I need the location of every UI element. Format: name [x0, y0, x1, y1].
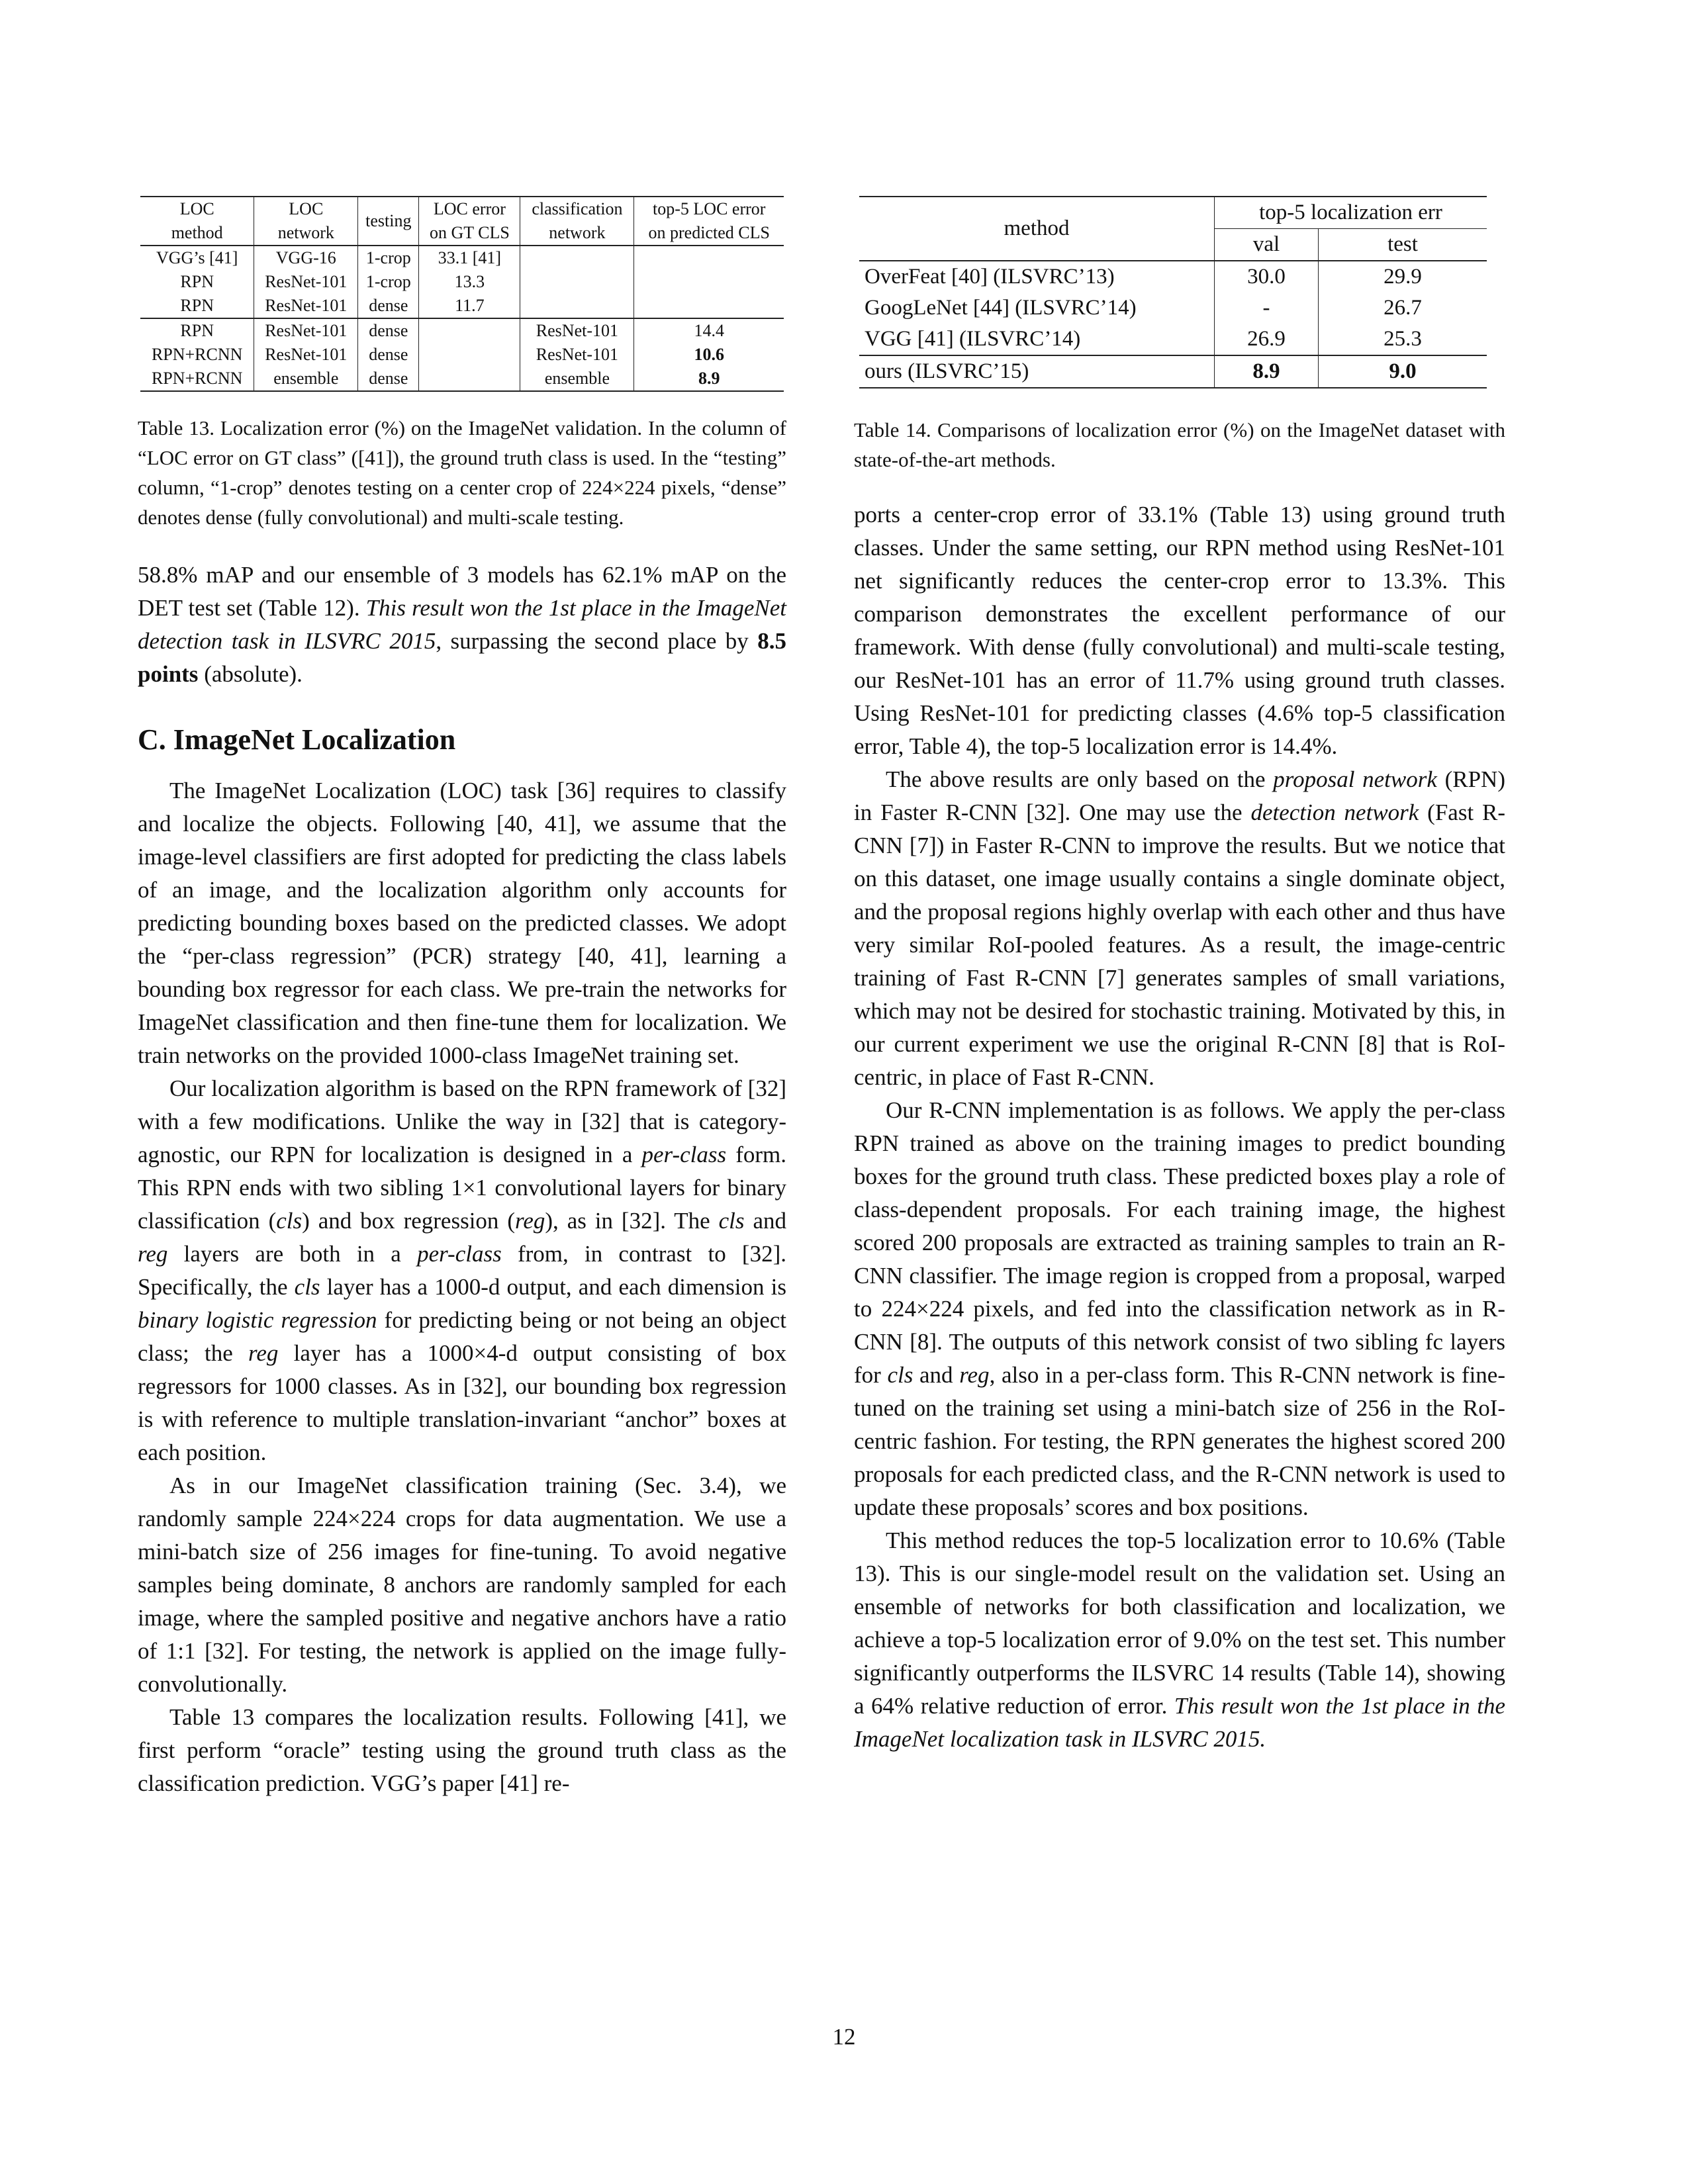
header-test: test [1319, 229, 1487, 261]
table-14-caption: Table 14. Comparisons of localization error (%) on the ImageNet dataset with state-of-the-art methods. [854, 418, 1505, 471]
cell-test: 25.3 [1319, 324, 1487, 355]
table-13-caption: Table 13. Localization error (%) on the ImageNet validation. In the column of “LOC error on GT class” ([41]), the ground truth class is used. In the “testing” column, “1-crop” denotes testing on a center crop of 224×224 pixels, “dense” denotes dense (fully convolutional) and multi-scale testing. [138, 416, 786, 529]
cell-method: RPN [140, 318, 254, 343]
cell-top5 [634, 270, 784, 294]
table-row [140, 294, 784, 318]
cell-cls-network: ResNet-101 [520, 343, 634, 367]
paragraph-center-crop: ports a center-crop error of 33.1% (Table 13) using ground truth classes. Under the same setting, our RPN method using ResNet-101 net significantly reduces the center-crop error to 13.3%. This comparison demonstrates the excellent performance of our framework. With dense (fully convolutional) and multi-scale testing, our ResNet-101 has an error of 11.7% using ground truth classes. Using ResNet-101 for predicting classes (4.6% top-5 classification error, Table 4), the top-5 localization error is 14.4%. [854, 502, 1505, 759]
left-column [138, 196, 786, 1800]
header-top5-loc-err: top-5 localization err [1215, 197, 1487, 229]
table-row [140, 197, 784, 246]
table-row [859, 324, 1487, 355]
table-row [140, 367, 784, 391]
paragraph-rpn: Our localization algorithm is based on the RPN framework of [32] with a few modifications. Unlike the way in [32] that is category-agnostic, our RPN for localization is designed in a per-class form. This RPN ends with two sibling 1×1 convolutional layers for binary classification (cls) and box regression (reg), as in [32]. The cls and reg layers are both in a per-class from, in contrast to [32]. Specifically, the cls layer has a 1000-d output, and each dimension is binary logistic regression for predicting being or not being an object class; the reg layer has a 1000×4-d output consisting of box regressors for 1000 classes. As in [32], our bounding box regression is with reference to multiple translation-invariant “anchor” boxes at each position. [138, 1075, 786, 1465]
paragraph-detection-result: 58.8% mAP and our ensemble of 3 models has 62.1% mAP on the DET test set (Table 12). This result won the 1st place in the ImageNet detection task in ILSVRC 2015, surpassing the second place by 8.5 points (absolute). [138, 562, 786, 687]
header-loc-error-2: on GT CLS [429, 223, 510, 242]
cell-gt-error: 33.1 [41] [419, 246, 520, 270]
cell-cls-network: ResNet-101 [520, 318, 634, 343]
cell-method: OverFeat [40] (ILSVRC’13) [859, 261, 1215, 293]
paragraph-training: As in our ImageNet classification training (Sec. 3.4), we randomly sample 224×224 crops for data augmentation. We use a mini-batch size of 256 images for fine-tuning. To avoid negative samples being dominate, 8 anchors are randomly sampled for each image, where the sampled positive and negative anchors have a ratio of 1:1 [32]. For testing, the network is applied on the image fully-convolutionally. [138, 1473, 786, 1697]
cell-val: - [1215, 293, 1319, 324]
paragraph-rcnn-implementation: Our R-CNN implementation is as follows. We apply the per-class RPN trained as above on the training images to predict bounding boxes for the ground truth class. These predicted boxes play a role of class-dependent proposals. For each training image, the highest scored 200 proposals are extracted as training samples to train an R-CNN classifier. The image region is cropped from a proposal, warped to 224×224 pixels, and fed into the classification network as in R-CNN [8]. The outputs of this network consist of two sibling fc layers for cls and reg, also in a per-class form. This R-CNN network is fine-tuned on the training set using a mini-batch size of 256 in the RoI-centric fashion. For testing, the RPN generates the highest scored 200 proposals for each predicted class, and the R-CNN network is used to update these proposals’ scores and box positions. [854, 1097, 1505, 1520]
table-14 [859, 196, 1487, 388]
cell-method: RPN [140, 270, 254, 294]
cell-top5: 8.9 [634, 367, 784, 391]
cell-network: ResNet-101 [254, 294, 358, 318]
cell-testing: 1-crop [358, 246, 419, 270]
table-row [140, 318, 784, 343]
page-number: 12 [832, 2024, 856, 2050]
cell-testing: dense [358, 343, 419, 367]
paragraph-table13-compare: Table 13 compares the localization results. Following [41], we first perform “oracle” testing using the ground truth class as the classification prediction. VGG’s paper [41] re- [138, 1704, 786, 1796]
header-val: val [1215, 229, 1319, 261]
header-top5-2: on predicted CLS [648, 223, 770, 242]
cell-cls-network [520, 270, 634, 294]
cell-method: RPN [140, 294, 254, 318]
cell-cls-network [520, 294, 634, 318]
table-row [140, 246, 784, 270]
cell-testing: dense [358, 294, 419, 318]
header-classification-2: network [549, 223, 606, 242]
cell-gt-error [419, 343, 520, 367]
paragraph-proposal-network: The above results are only based on the proposal network (RPN) in Faster R-CNN [32]. One may use the detection network (Fast R-CNN [7]) in Faster R-CNN to improve the results. But we notice that on this dataset, one image usually contains a single dominate object, and the proposal regions highly overlap with each other and thus have very similar RoI-pooled features. As a result, the image-centric training of Fast R-CNN [7] generates samples of small variations, which may not be desired for stochastic training. Motivated by this, in our current experiment we use the original R-CNN [8] that is RoI-centric, in place of Fast R-CNN. [854, 766, 1506, 1090]
cell-cls-network: ensemble [520, 367, 634, 391]
cell-testing: 1-crop [358, 270, 419, 294]
cell-top5: 10.6 [694, 345, 724, 364]
cell-top5 [634, 246, 784, 270]
cell-test: 26.7 [1319, 293, 1487, 324]
cell-method: ours (ILSVRC’15) [859, 355, 1215, 388]
cell-test: 29.9 [1319, 261, 1487, 293]
cell-network: ensemble [254, 367, 358, 391]
cell-network: ResNet-101 [254, 343, 358, 367]
cell-top5 [634, 294, 784, 318]
cell-gt-error [419, 367, 520, 391]
cell-top5: 14.4 [634, 318, 784, 343]
cell-method: RPN+RCNN [140, 367, 254, 391]
header-loc-method: LOC [179, 199, 214, 218]
paragraph-final-result: This method reduces the top-5 localization error to 10.6% (Table 13). This is our single-model result on the validation set. Using an ensemble of networks for both classification and localization, we achieve a top-5 localization error of 9.0% on the test set. This number significantly outperforms the ILSVRC 14 results (Table 14), showing a 64% relative reduction of error. This result won the 1st place in the ImageNet localization task in ILSVRC 2015. [854, 1527, 1505, 1752]
header-top5: top-5 LOC error [653, 199, 766, 218]
section-title: C. ImageNet Localization [138, 723, 456, 756]
cell-val: 8.9 [1215, 355, 1319, 388]
table-row [859, 261, 1487, 293]
cell-method: VGG’s [41] [140, 246, 254, 270]
cell-network: VGG-16 [254, 246, 358, 270]
header-method: method [859, 197, 1215, 261]
cell-network: ResNet-101 [254, 270, 358, 294]
cell-gt-error: 11.7 [419, 294, 520, 318]
cell-val: 26.9 [1215, 324, 1319, 355]
table-row [140, 343, 784, 367]
cell-testing: dense [358, 367, 419, 391]
header-loc-network: LOC [289, 199, 324, 218]
cell-gt-error: 13.3 [419, 270, 520, 294]
cell-gt-error [419, 318, 520, 343]
cell-method: RPN+RCNN [140, 343, 254, 367]
cell-cls-network [520, 246, 634, 270]
header-loc-error: LOC error [433, 199, 506, 218]
header-classification: classification [532, 199, 623, 218]
paragraph-loc-task: The ImageNet Localization (LOC) task [36] requires to classify and localize the objects. Following [40, 41], we assume that the image-level classifiers are first adopted for predicting the class labels of an image, and the localization algorithm only accounts for predicting bounding boxes based on the predicted classes. We adopt the “per-class regression” (PCR) strategy [40, 41], learning a bounding box regressor for each class. We pre-train the networks for ImageNet classification and then fine-tune them for localization. We train networks on the provided 1000-class ImageNet training set. [138, 778, 786, 1068]
cell-val: 30.0 [1215, 261, 1319, 293]
cell-testing: dense [358, 318, 419, 343]
table-row [140, 270, 784, 294]
cell-method: VGG [41] (ILSVRC’14) [865, 327, 1081, 351]
header-loc-method-2: method [171, 223, 223, 242]
cell-method: GoogLeNet [44] (ILSVRC’14) [865, 296, 1137, 320]
cell-test: 9.0 [1319, 355, 1487, 388]
table-row [859, 197, 1487, 229]
table-row [859, 293, 1487, 324]
table-13 [140, 196, 784, 392]
header-loc-network-2: network [277, 223, 334, 242]
right-column [854, 196, 1505, 1756]
table-row [859, 355, 1487, 388]
header-testing: testing [358, 197, 419, 246]
cell-network: ResNet-101 [254, 318, 358, 343]
